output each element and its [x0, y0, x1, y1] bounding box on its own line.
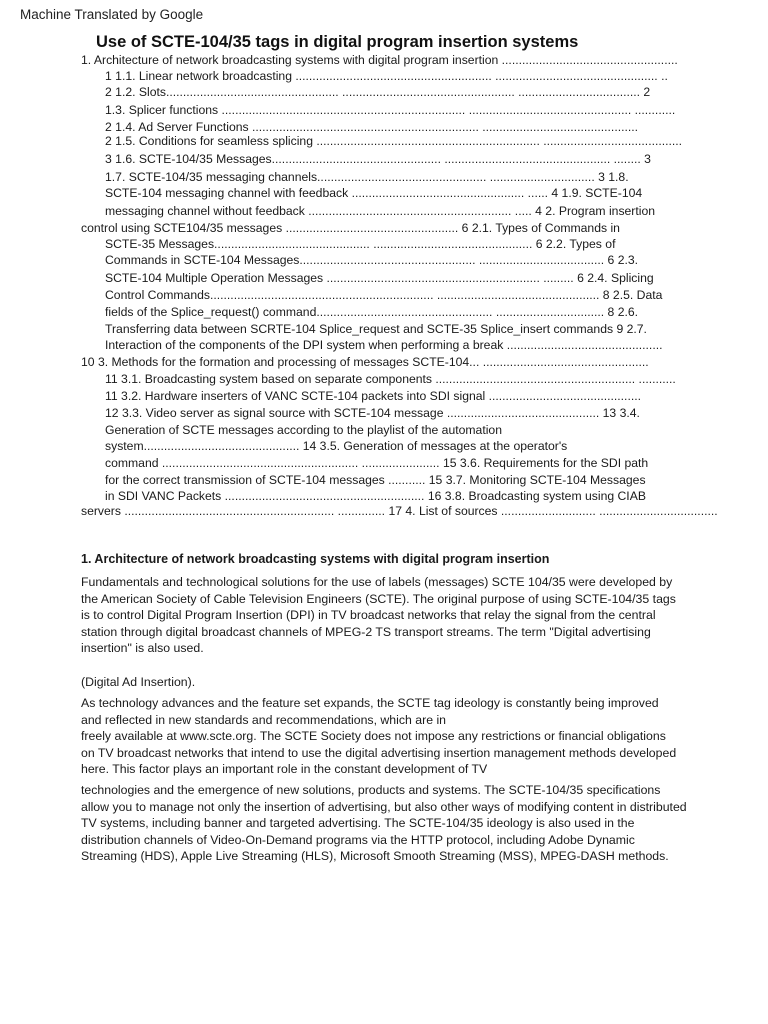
toc-line: Transferring data between SCRTE-104 Splice_request and SCTE-35 Splice_insert commands 9 2.7. [105, 322, 647, 336]
toc-line: servers .............................................................. .............. 17 4. List of sources ............................ ................................... [81, 504, 718, 518]
toc-line: 2 1.2. Slots................................................... ................................................... .................................... 2 [105, 85, 651, 99]
paragraph-line: insertion" is also used. [81, 641, 204, 656]
section-heading: 1. Architecture of network broadcasting systems with digital program insertion [81, 552, 550, 566]
toc-line: SCTE-104 messaging channel with feedback ................................................... ...... 4 1.9. SCTE-104 [105, 186, 643, 200]
paragraph-line: station through digital broadcast channels of MPEG-2 TS transport streams. The term "Digital advertising [81, 624, 651, 639]
paragraph [81, 695, 741, 778]
paragraph-line: Streaming (HDS), Apple Live Streaming (HLS), Microsoft Smooth Streaming (MSS), MPEG-DASH methods. [81, 849, 669, 864]
toc-line: 11 3.2. Hardware inserters of VANC SCTE-104 packets into SDI signal ............................................. [105, 389, 641, 403]
toc-line: 1. Architecture of network broadcasting systems with digital program insertion .................................................... [81, 53, 678, 67]
paragraph-line: freely available at www.scte.org. The SCTE Society does not impose any restrictions or financial obligations [81, 729, 666, 744]
toc-line: 2 1.4. Ad Server Functions ................................................................... .............................................. [105, 120, 639, 134]
paragraph-line: here. This factor plays an important role in the constant development of TV [81, 762, 488, 777]
toc-line: 1.3. Splicer functions ........................................................................ ................................................ ............ [105, 103, 676, 117]
paragraph-line: technologies and the emergence of new solutions, products and systems. The SCTE-104/35 specifications [81, 783, 661, 797]
toc-line: 10 3. Methods for the formation and processing of messages SCTE-104... ................................................. [81, 355, 649, 369]
toc-line: 1.7. SCTE-104/35 messaging channels.................................................. ............................... 3 1.8. [105, 170, 629, 184]
machine-translation-banner: Machine Translated by Google [20, 7, 204, 22]
toc-line: control using SCTE104/35 messages ................................................... 6 2.1. Types of Commands in [81, 221, 620, 235]
toc-line: 1 1.1. Linear network broadcasting .......................................................... ................................................ .. [105, 69, 668, 83]
paragraph-line: the American Society of Cable Television Engineers (SCTE). The original purpose of using SCTE-104/35 tags [81, 591, 676, 606]
paragraph-line: on TV broadcast networks that intend to use the digital advertising insertion management methods developed [81, 745, 677, 760]
toc-line: Interaction of the components of the DPI system when performing a break .............................................. [105, 338, 663, 352]
paragraph-line: As technology advances and the feature set expands, the SCTE tag ideology is constantly being improved [81, 696, 659, 710]
paragraph-line: and reflected in new standards and recommendations, which are in [81, 712, 447, 727]
toc-line: Generation of SCTE messages according to the playlist of the automation [105, 423, 502, 437]
toc-line: 12 3.3. Video server as signal source with SCTE-104 message ............................................. 13 3.4. [105, 406, 640, 420]
document-title: Use of SCTE-104/35 tags in digital program insertion systems [96, 33, 579, 51]
paragraph-line: allow you to manage not only the insertion of advertising, but also other ways of modifying content in distributed [81, 799, 687, 814]
toc-line: messaging channel without feedback ............................................................ ..... 4 2. Program insertion [105, 204, 656, 218]
toc-line: system.............................................. 14 3.5. Generation of messages at the operator's [105, 439, 568, 453]
paragraph-line: (Digital Ad Insertion). [81, 675, 196, 689]
toc-line: 11 3.1. Broadcasting system based on separate components ........................................................... ........... [105, 372, 676, 386]
toc-line: 2 1.5. Conditions for seamless splicing .................................................................. ......................................... [105, 134, 683, 148]
toc-line: SCTE-35 Messages.............................................. ............................................... 6 2.2. Types of [105, 237, 616, 251]
paragraph [81, 674, 741, 691]
toc-line: command .......................................................... ....................... 15 3.6. Requirements for the SDI path [105, 456, 649, 470]
toc-line: Commands in SCTE-104 Messages.................................................... ..................................... 6 2.3. [105, 253, 639, 267]
toc-line: 3 1.6. SCTE-104/35 Messages.................................................. ................................................. ........ 3 [105, 152, 651, 166]
paragraph-line: TV systems, including banner and targeted advertising. The SCTE-104/35 ideology is also used in the [81, 816, 635, 831]
paragraph [81, 782, 741, 865]
paragraph-line: Fundamentals and technological solutions for the use of labels (messages) SCTE 104/35 were developed by [81, 575, 673, 589]
paragraph-line: distribution channels of Video-On-Demand programs via the HTTP protocol, including Adobe Dynamic [81, 832, 635, 847]
toc-line: for the correct transmission of SCTE-104 messages ........... 15 3.7. Monitoring SCTE-104 Messages [105, 473, 646, 487]
toc-line: SCTE-104 Multiple Operation Messages ............................................................... ......... 6 2.4. Splicing [105, 271, 654, 285]
toc-line: fields of the Splice_request() command.................................................... ................................ 8 2.6. [105, 305, 639, 319]
toc-line: in SDI VANC Packets ........................................................... 16 3.8. Broadcasting system using CIAB [105, 489, 646, 503]
paragraph-line: is to control Digital Program Insertion (DPI) in TV broadcast networks that relay the signal from the central [81, 608, 656, 623]
paragraph [81, 574, 741, 657]
toc-line: Control Commands.................................................................. ................................................ 8 2.5. Data [105, 288, 663, 302]
